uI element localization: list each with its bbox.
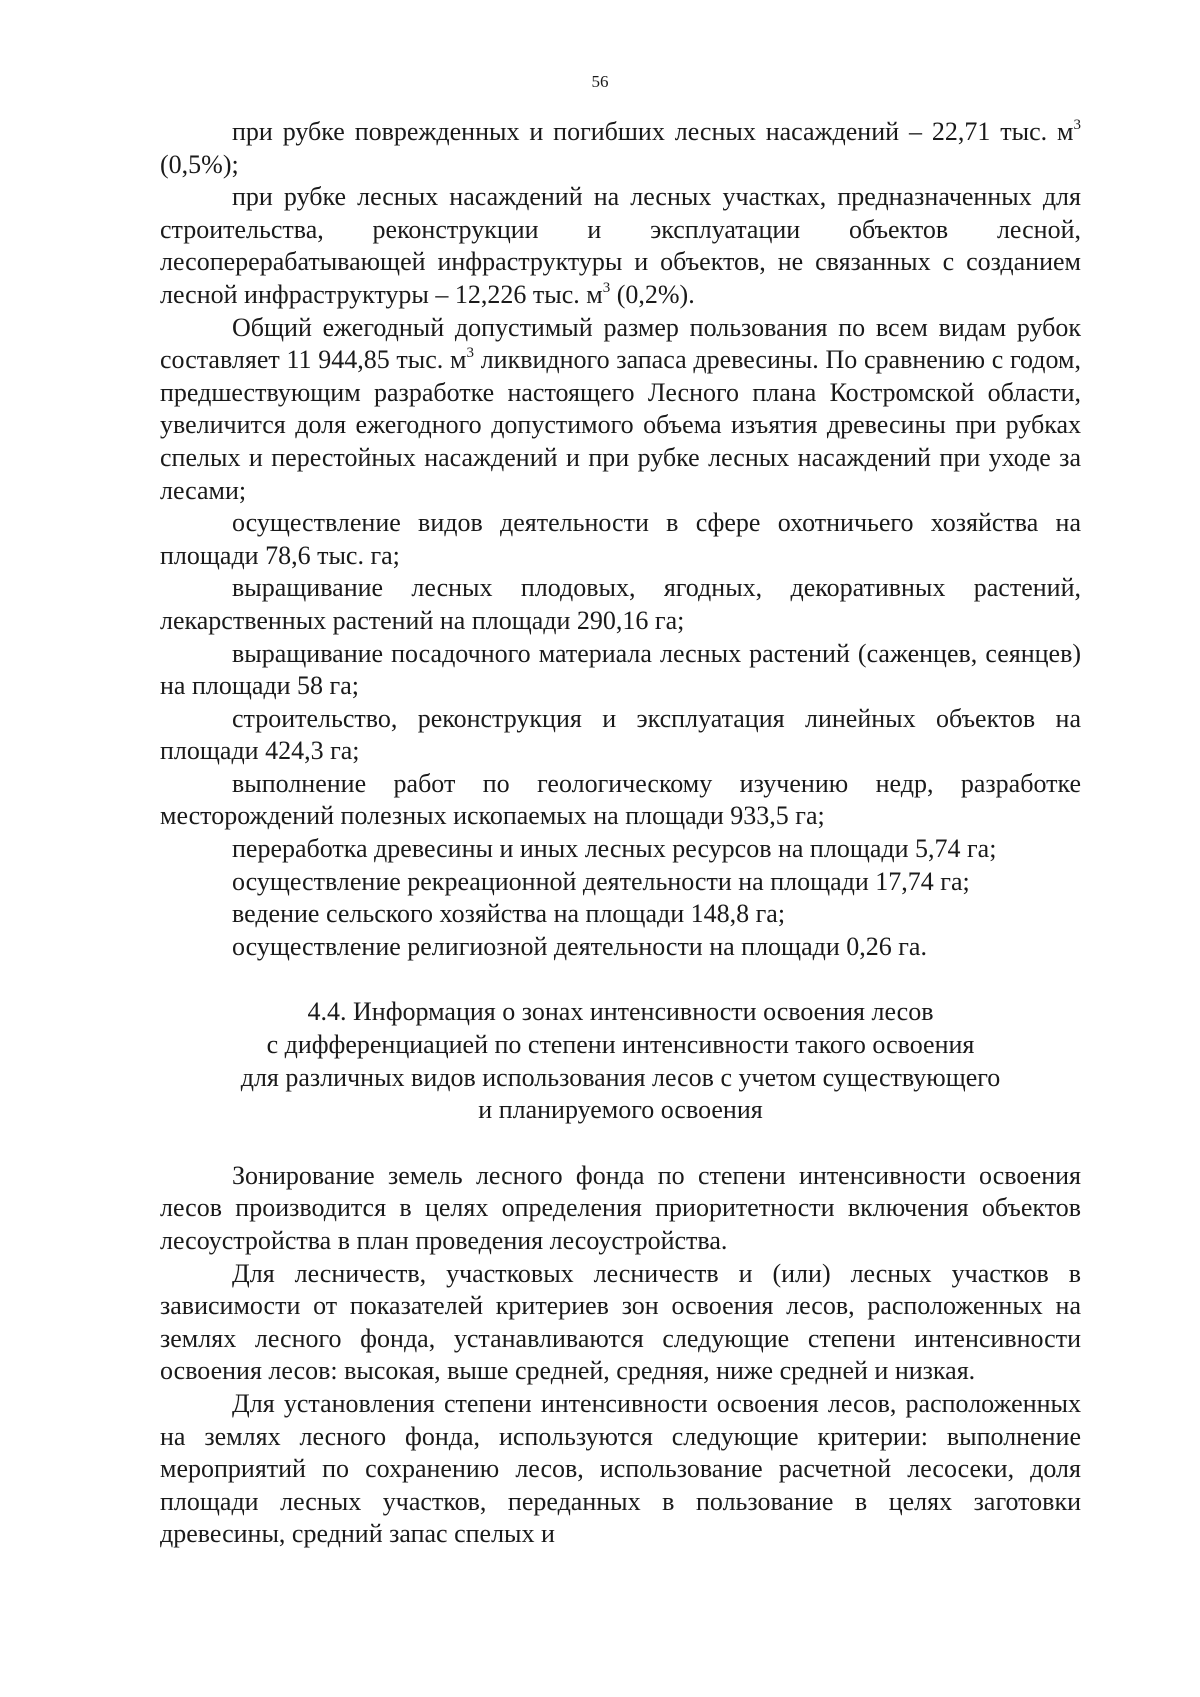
section-heading-line: с дифференциацией по степени интенсивности такого освоения	[266, 1030, 975, 1060]
paragraph-fruit-berry-plants: выращивание лесных плодовых, ягодных, декоративных растений, лекарственных растений на площади 290,16 га;	[160, 573, 1081, 635]
paragraph-geology: выполнение работ по геологическому изучению недр, разработке месторождений полезных ископаемых на площади 933,5 га;	[160, 768, 1081, 831]
paragraphs-bottom	[160, 1160, 1081, 1551]
paragraph-linear-objects: строительство, реконструкция и эксплуатация линейных объектов на площади 424,3 га;	[160, 703, 1081, 766]
spacer	[160, 963, 1081, 996]
section-heading	[160, 996, 1081, 1126]
paragraph-recreation: осуществление рекреационной деятельности на площади 17,74 га;	[232, 866, 970, 896]
paragraph-annual-allowable-cut: Общий ежегодный допустимый размер пользования по всем видам рубок составляет 11 944,85 тыс. $м^3$ ликвидного запаса древесины. По сравнению с годом, предшествующим разработке настоящего Лесного плана Костромской области, увеличится доля ежегодного допустимого объема изъятия древесины при рубках спелых и перестойных насаждений и при рубке лесных насаждений при уходе за лесами;	[160, 312, 1081, 505]
section-heading-line: и планируемого освоения	[478, 1095, 763, 1125]
paragraph-planting-material: выращивание посадочного материала лесных растений (саженцев, сеянцев) на площади 58 га;	[160, 638, 1081, 701]
paragraph-damaged-stands: при рубке поврежденных и погибших лесных насаждений – 22,71 тыс. $м^3$ (0,5%);	[160, 117, 1081, 179]
paragraph-intensity-degrees: Для лесничеств, участковых лесничеств и (или) лесных участков в зависимости от показателей критериев зон освоения лесов, расположенных на землях лесного фонда, устанавливаются следующие степени интенсивности освоения лесов: высокая, выше средней, средняя, ниже средней и низкая.	[160, 1258, 1081, 1386]
paragraph-zoning: Зонирование земель лесного фонда по степени интенсивности освоения лесов производится в целях определения приоритетности включения объектов лесоустройства в план проведения лесоустройства.	[160, 1160, 1081, 1255]
section-heading-line: 4.4. Информация о зонах интенсивности освоения лесов	[307, 997, 934, 1027]
paragraph-infrastructure-felling: при рубке лесных насаждений на лесных участках, предназначенных для строительства, реконструкции и эксплуатации объектов лесной, лесоперерабатывающей инфраструктуры и объектов, не связанных с созданием лесной инфраструктуры – 12,226 тыс. $м^3$ (0,2%).	[160, 182, 1081, 309]
paragraph-agriculture: ведение сельского хозяйства на площади 148,8 га;	[232, 899, 786, 929]
section-heading-line: для различных видов использования лесов с учетом существующего	[240, 1062, 1001, 1092]
spacer	[160, 1127, 1081, 1160]
paragraph-religious: осуществление религиозной деятельности на площади 0,26 га.	[232, 931, 927, 961]
paragraph-wood-processing: переработка древесины и иных лесных ресурсов на площади 5,74 га;	[232, 834, 997, 864]
document-body	[160, 116, 1081, 1551]
paragraph-hunting: осуществление видов деятельности в сфере охотничьего хозяйства на площади 78,6 тыс. га;	[160, 508, 1081, 570]
paragraphs-top	[160, 116, 1081, 963]
page-number: 56	[591, 72, 609, 91]
paragraph-criteria: Для установления степени интенсивности освоения лесов, расположенных на землях лесного фонда, используются следующие критерии: выполнение мероприятий по сохранению лесов, использование расчетной лесосеки, доля площади лесных участков, переданных в пользование в целях заготовки древесины, средний запас спелых и	[160, 1388, 1081, 1549]
